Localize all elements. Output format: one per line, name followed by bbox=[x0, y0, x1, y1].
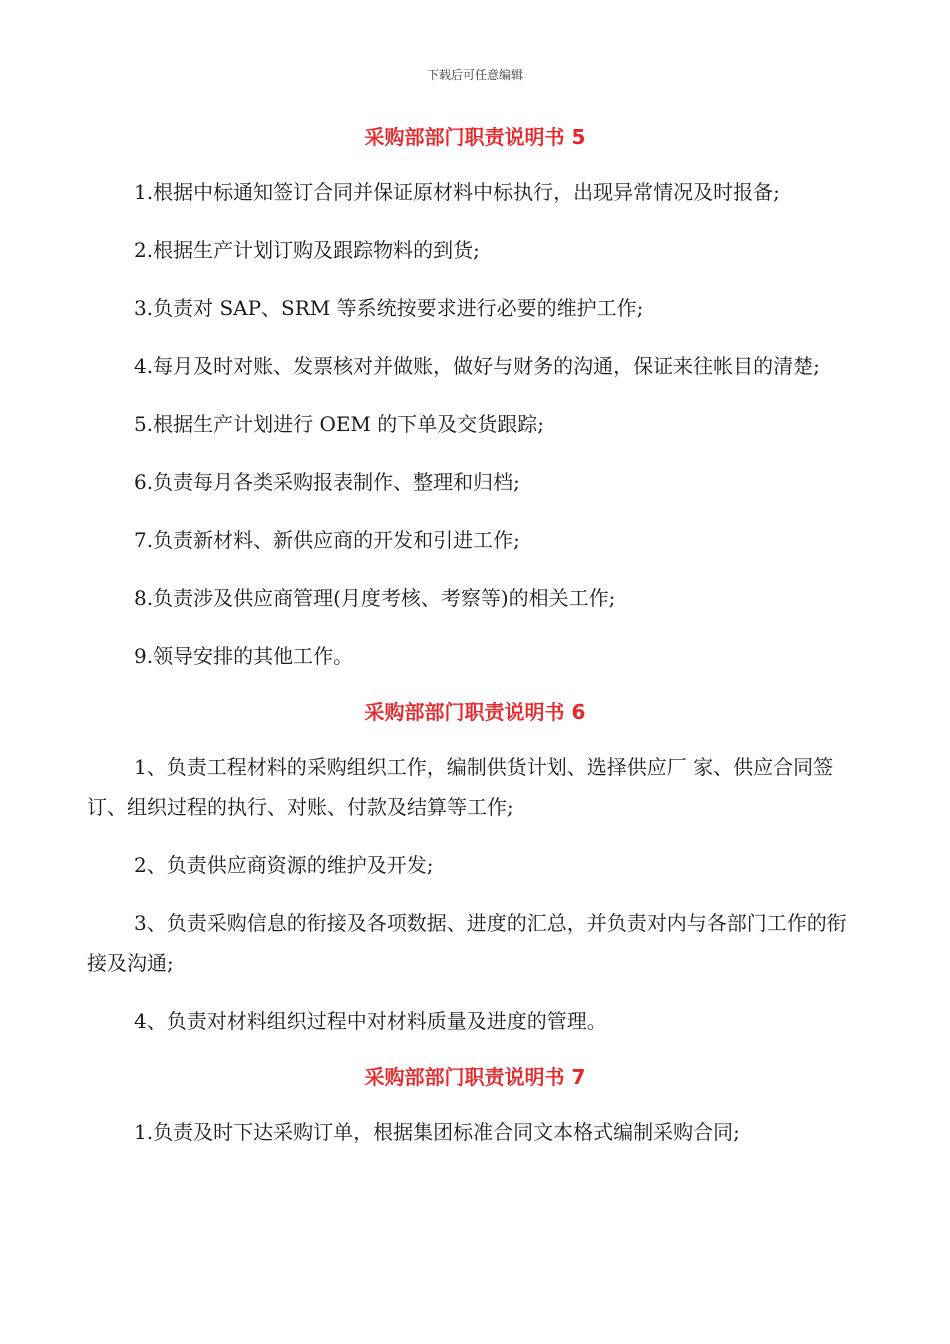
header-note: 下载后可任意编辑 bbox=[426, 68, 523, 82]
duty-item: 4.每月及时对账、发票核对并做账，做好与财务的沟通，保证来往帐目的清楚; bbox=[134, 354, 820, 378]
duty-item: 3、负责采购信息的衔接及各项数据、进度的汇总，并负责对内与各部门工作的衔接及沟通; bbox=[87, 911, 847, 975]
duty-item: 3.负责对 SAP、SRM 等系统按要求进行必要的维护工作; bbox=[134, 296, 644, 320]
document-body bbox=[87, 122, 863, 1152]
duty-item: 4、负责对材料组织过程中对材料质量及进度的管理。 bbox=[134, 1009, 607, 1033]
section-6 bbox=[87, 697, 863, 1041]
duty-item: 6.负责每月各类采购报表制作、整理和归档; bbox=[134, 470, 520, 494]
duty-item: 7.负责新材料、新供应商的开发和引进工作; bbox=[134, 528, 520, 552]
duty-item: 1.负责及时下达采购订单，根据集团标准合同文本格式编制采购合同; bbox=[134, 1120, 740, 1144]
duty-item: 1.根据中标通知签订合同并保证原材料中标执行，出现异常情况及时报备; bbox=[134, 180, 780, 204]
duty-item: 9.领导安排的其他工作。 bbox=[134, 644, 354, 668]
section-title: 采购部部门职责说明书 5 bbox=[364, 125, 586, 149]
duty-item: 2、负责供应商资源的维护及开发; bbox=[134, 853, 434, 877]
section-7 bbox=[87, 1062, 863, 1152]
duty-item: 8.负责涉及供应商管理(月度考核、考察等)的相关工作; bbox=[134, 586, 616, 610]
section-title: 采购部部门职责说明书 7 bbox=[364, 1065, 586, 1089]
duty-item: 1、负责工程材料的采购组织工作，编制供货计划、选择供应厂 家、供应合同签订、组织过程的执行、对账、付款及结算等工作; bbox=[87, 755, 834, 819]
duty-item: 2.根据生产计划订购及跟踪物料的到货; bbox=[134, 238, 480, 262]
section-title: 采购部部门职责说明书 6 bbox=[364, 700, 586, 724]
section-5 bbox=[87, 122, 863, 676]
duty-item: 5.根据生产计划进行 OEM 的下单及交货跟踪; bbox=[134, 412, 545, 436]
